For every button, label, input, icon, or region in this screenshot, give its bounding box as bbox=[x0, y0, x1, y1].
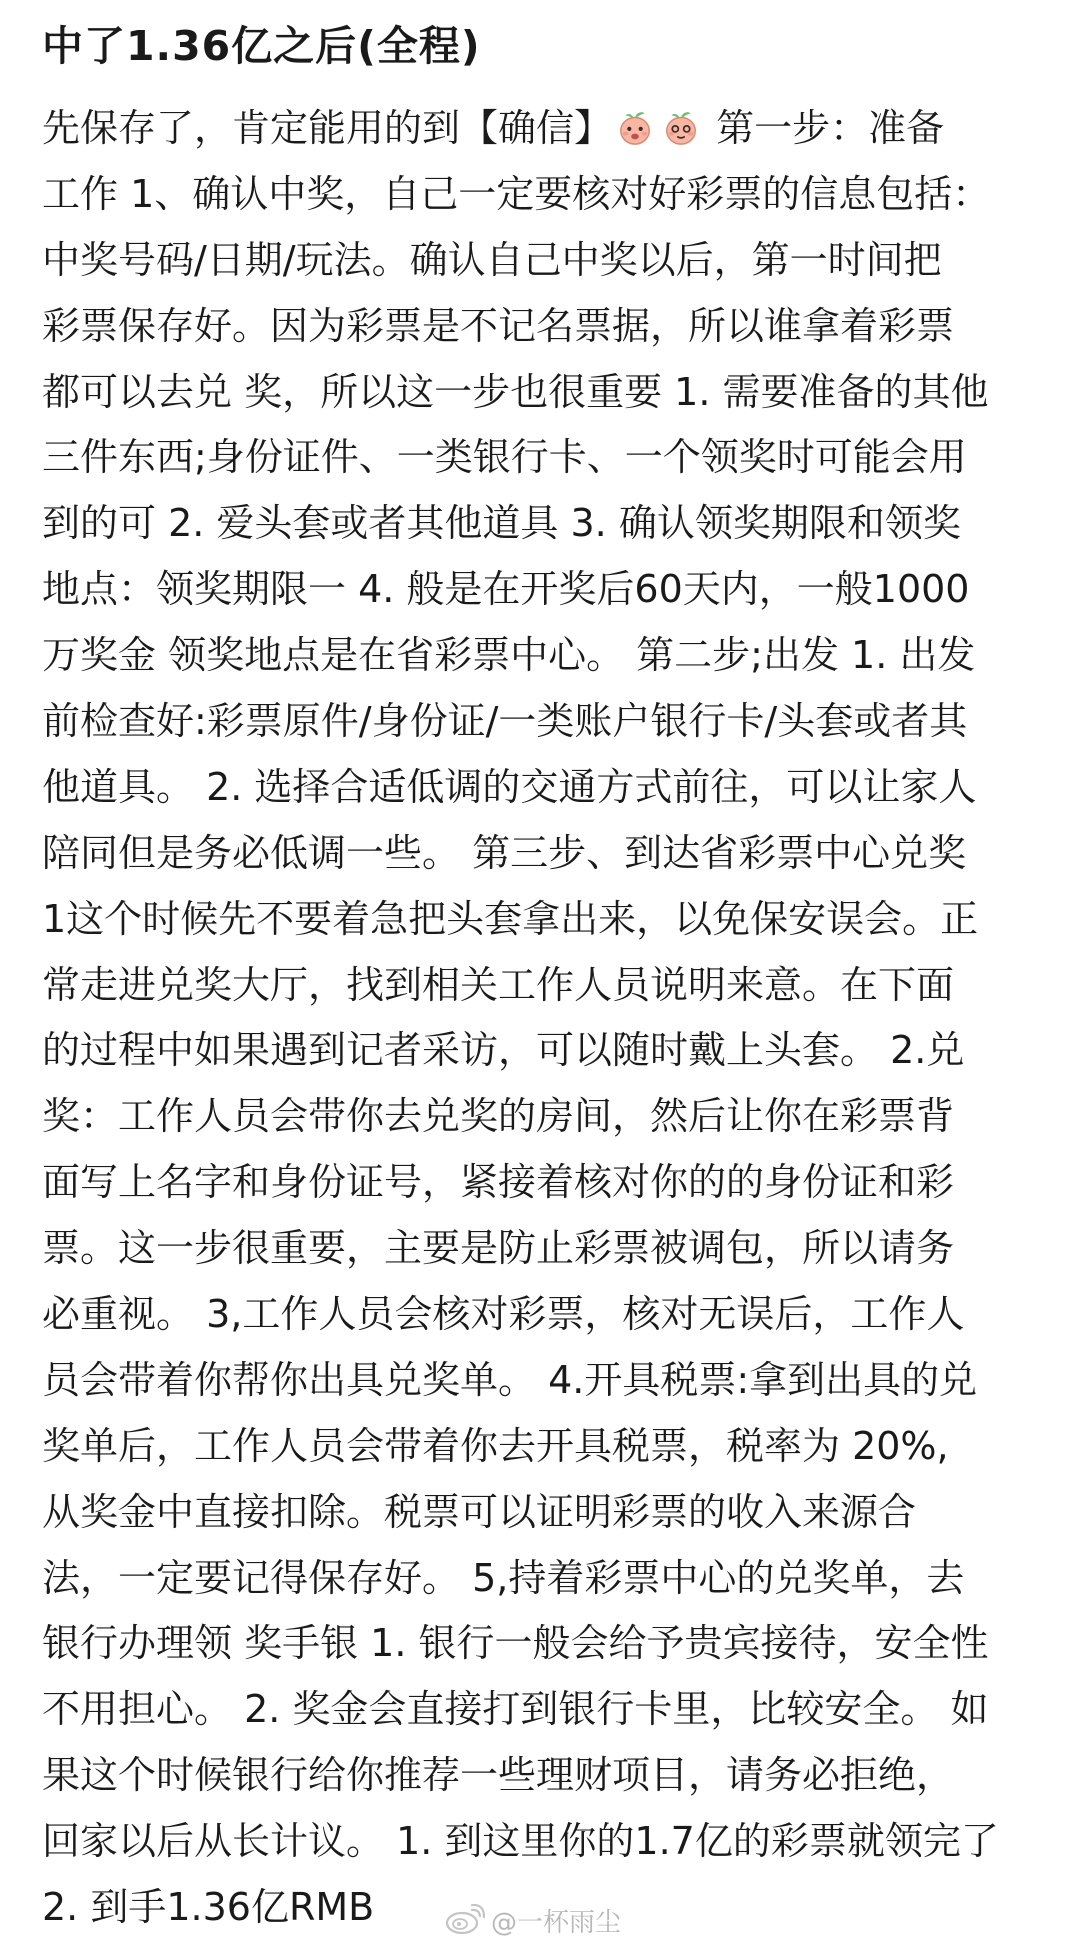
body-line: 员会带着你帮你出具兑奖单。 4.开具税票:拿到出具的兑 bbox=[42, 1357, 978, 1402]
body-line: 回家以后从长计议。 1. 到这里你的1.7亿的彩票就领完了 bbox=[42, 1819, 999, 1864]
body-line: 万奖金 领奖地点是在省彩票中心。 第二步;出发 1. 出发 bbox=[42, 633, 976, 678]
body-line: 工作 1、确认中奖，自己一定要核对好彩票的信息包括： bbox=[42, 171, 991, 216]
body-line-1-tail: 第一步：准备 bbox=[716, 106, 945, 150]
body-line: 面写上名字和身份证号，紧接着核对你的的身份证和彩 bbox=[42, 1160, 955, 1205]
body-line: 陪同但是务必低调一些。 第三步、到达省彩票中心兑奖 bbox=[42, 830, 967, 875]
body-line: 都可以去兑 奖，所以这一步也很重要 1. 需要准备的其他 bbox=[42, 369, 989, 414]
post-body bbox=[42, 96, 1042, 1941]
body-line: 2. 到手1.36亿RMB bbox=[42, 1885, 375, 1930]
body-line: 果这个时候银行给你推荐一些理财项目，请务必拒绝， bbox=[42, 1753, 955, 1798]
watermark bbox=[445, 1900, 621, 1940]
body-line: 法，一定要记得保存好。 5,持着彩票中心的兑奖单，去 bbox=[42, 1555, 965, 1600]
body-line: 中奖号码/日期/玩法。确认自己中奖以后，第一时间把 bbox=[42, 237, 942, 282]
body-line: 的过程中如果遇到记者采访，可以随时戴上头套。 2.兑 bbox=[42, 1028, 965, 1073]
body-line: 从奖金中直接扣除。税票可以证明彩票的收入来源合 bbox=[42, 1489, 917, 1534]
body-line: 彩票保存好。因为彩票是不记名票据，所以谁拿着彩票 bbox=[42, 303, 955, 348]
body-line-1 bbox=[42, 96, 1042, 162]
body-line: 奖单后，工作人员会带着你去开具税票，税率为 20%, bbox=[42, 1423, 949, 1468]
body-line: 1这个时候先不要着急把头套拿出来，以免保安误会。正 bbox=[42, 896, 979, 941]
peach-face-emoji-icon bbox=[616, 107, 654, 147]
body-line: 三件东西;身份证件、一类银行卡、一个领奖时可能会用 bbox=[42, 435, 967, 480]
body-line: 到的可 2. 爱头套或者其他道具 3. 确认领奖期限和领奖 bbox=[42, 501, 961, 546]
peach-face-emoji-icon bbox=[662, 107, 700, 147]
body-line: 奖：工作人员会带你去兑奖的房间，然后让你在彩票背 bbox=[42, 1094, 955, 1139]
body-line: 票。这一步很重要，主要是防止彩票被调包，所以请务 bbox=[42, 1226, 955, 1271]
body-line: 必重视。 3,工作人员会核对彩票，核对无误后，工作人 bbox=[42, 1292, 965, 1337]
body-line: 常走进兑奖大厅，找到相关工作人员说明来意。在下面 bbox=[42, 962, 955, 1007]
body-line: 不用担心。 2. 奖金会直接打到银行卡里，比较安全。 如 bbox=[42, 1687, 989, 1732]
body-line: 银行办理领 奖手银 1. 银行一般会给予贵宾接待，安全性 bbox=[42, 1621, 989, 1666]
body-line: 前检查好:彩票原件/身份证/一类账户银行卡/头套或者其 bbox=[42, 699, 968, 744]
post-title: 中了1.36亿之后(全程) bbox=[42, 22, 481, 70]
body-line: 地点：领奖期限一 4. 般是在开奖后60天内，一般1000 bbox=[42, 567, 970, 612]
watermark-handle: @一杯雨尘 bbox=[491, 1907, 622, 1938]
body-line-1-text: 先保存了，肯定能用的到【确信】 bbox=[42, 106, 613, 150]
body-line: 他道具。 2. 选择合适低调的交通方式前往，可以让家人 bbox=[42, 764, 977, 809]
weibo-logo-icon bbox=[445, 1904, 485, 1936]
